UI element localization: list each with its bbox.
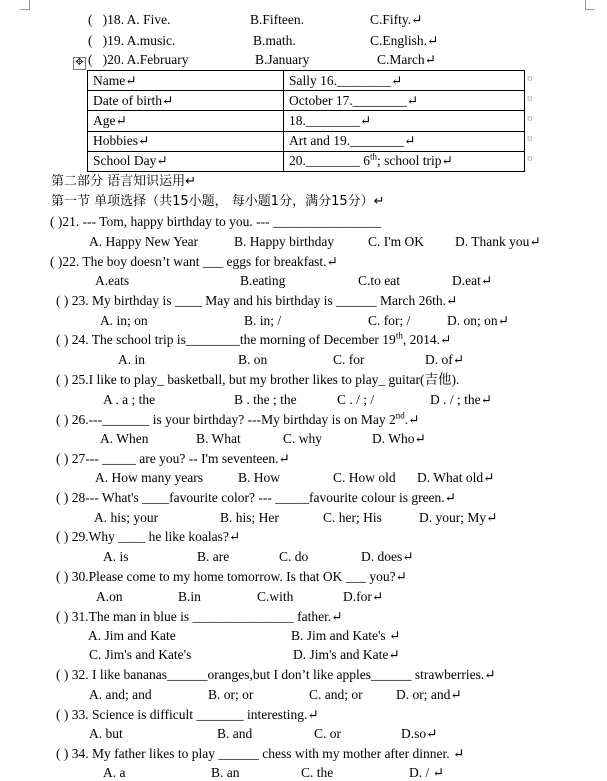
question-33-option-c: C. or xyxy=(314,726,341,741)
question-26-option-c: C. why xyxy=(283,431,323,446)
question-23-option-a: A. in; on xyxy=(100,313,148,328)
question-18: ( )18. A. Five. xyxy=(88,12,171,27)
question-32-stem xyxy=(56,667,496,683)
question-28-option-a: A. his; your xyxy=(94,510,159,525)
question-30-option-c: C.with xyxy=(257,589,294,604)
question-28-option-d: D. your; My↵ xyxy=(419,510,498,525)
question-text-tail: .↵ xyxy=(404,412,420,427)
question-20-option-b: B.January xyxy=(255,52,310,67)
question-34-option-a: A. a xyxy=(103,765,126,780)
question-text: ( ) 32. I like bananas______oranges,but I don’t like apples______ strawberries.↵ xyxy=(56,667,496,682)
table-cell-label[interactable]: Hobbies↵ xyxy=(88,131,284,151)
table-cell-label[interactable]: Age↵ xyxy=(88,111,284,131)
superscript: th xyxy=(370,151,378,162)
question-29-option-c: C. do xyxy=(279,549,309,564)
table-cell-value[interactable]: Sally 16.________↵ xyxy=(284,71,525,91)
table-cell-value[interactable]: October 17.________↵ xyxy=(284,91,525,111)
question-27-stem xyxy=(56,451,290,467)
question-28-stem xyxy=(56,490,456,506)
question-21-stem xyxy=(50,214,381,230)
question-23-option-d: D. on; on↵ xyxy=(447,313,509,328)
question-text: ( ) 34. My father likes to play ______ chess with my mother after dinner. ↵ xyxy=(56,746,465,761)
question-27-option-d: D. What old↵ xyxy=(417,470,495,485)
table-cell-value[interactable] xyxy=(284,151,525,171)
question-19-option-b: B.math. xyxy=(253,33,296,48)
question-29-option-d: D. does↵ xyxy=(361,549,414,564)
question-text: ( ) 33. Science is difficult _______ interesting.↵ xyxy=(56,707,319,722)
question-30-option-a: A.on xyxy=(96,589,123,604)
question-20: ( )20. A.February xyxy=(88,52,189,67)
question-24-option-c: C. for xyxy=(333,352,365,367)
question-23-stem xyxy=(56,293,457,309)
question-25-option-b: B . the ; the xyxy=(234,392,297,407)
question-34-option-b: B. an xyxy=(211,765,240,780)
table-cell-label[interactable]: Date of birth↵ xyxy=(88,91,284,111)
question-21-option-c: C. I'm OK xyxy=(368,234,425,249)
question-28-option-c: C. her; His xyxy=(323,510,382,525)
question-18-option-c: C.Fifty.↵ xyxy=(370,12,423,27)
table-cell-value-tail: ; school trip↵ xyxy=(377,153,453,169)
question-31-option-a: A. Jim and Kate xyxy=(88,628,176,643)
question-24-option-b: B. on xyxy=(238,352,268,367)
question-21-option-b: B. Happy birthday xyxy=(234,234,335,249)
question-34-stem xyxy=(56,746,464,762)
question-19: ( )19. A.music. xyxy=(88,33,176,48)
question-31-stem xyxy=(56,609,343,625)
question-25-option-c: C . / ; / xyxy=(337,392,375,407)
table-cell-value[interactable]: 18.________↵ xyxy=(284,111,525,131)
superscript: nd xyxy=(395,410,405,421)
question-text: ( )21. --- Tom, happy birthday to you. --- ________________ xyxy=(50,214,382,229)
question-30-option-d: D.for↵ xyxy=(343,589,384,604)
row-end-mark: ¤ xyxy=(527,93,533,105)
question-32-option-a: A. and; and xyxy=(89,687,152,702)
question-29-stem xyxy=(56,529,240,545)
question-27-option-b: B. How xyxy=(238,470,281,485)
question-text: ( ) 23. My birthday is ____ May and his birthday is ______ March 26th.↵ xyxy=(56,293,458,308)
table-move-handle-icon[interactable]: ✥ xyxy=(73,57,86,70)
question-26-stem xyxy=(56,412,419,428)
page-corner-mark-right xyxy=(585,0,595,10)
question-33-option-a: A. but xyxy=(89,726,123,741)
question-33-option-d: D.so↵ xyxy=(401,726,438,741)
question-26-option-d: D. Who↵ xyxy=(372,431,426,446)
row-end-mark: ¤ xyxy=(527,153,533,165)
question-25-stem xyxy=(56,372,459,388)
question-text: ( ) 26.---_______ is your birthday? ---My birthday is on May 2 xyxy=(56,412,396,427)
question-30-stem xyxy=(56,569,407,585)
question-24-option-a: A. in xyxy=(118,352,145,367)
table-row xyxy=(88,151,525,171)
question-29-option-a: A. is xyxy=(103,549,129,564)
question-26-option-b: B. What xyxy=(196,431,241,446)
table-row xyxy=(88,131,525,151)
table-cell-value-text: 20.________ 6 xyxy=(289,153,370,169)
table-cell-label[interactable]: Name↵ xyxy=(88,71,284,91)
question-33-stem xyxy=(56,707,319,723)
question-text: ( )22. The boy doesn’t want ___ eggs for breakfast.↵ xyxy=(50,254,338,269)
question-24-stem xyxy=(56,332,451,348)
question-31-option-c: C. Jim's and Kate's xyxy=(89,647,192,662)
question-23-option-b: B. in; / xyxy=(244,313,282,328)
question-26-option-a: A. When xyxy=(100,431,149,446)
question-31-option-b: B. Jim and Kate's ↵ xyxy=(291,628,401,643)
question-text: ( ) 24. The school trip is________the morning of December 19 xyxy=(56,332,396,347)
question-text: ( ) 27--- _____ are you? -- I'm seventeen.↵ xyxy=(56,451,290,466)
table-row xyxy=(88,91,525,111)
question-21-option-d: D. Thank you↵ xyxy=(455,234,541,249)
table-row xyxy=(88,111,525,131)
row-end-mark: ¤ xyxy=(527,73,533,85)
question-22-option-c: C.to eat xyxy=(358,273,400,288)
question-text: ( ) 25.I like to play_ basketball, but my brother likes to play_ guitar(吉他). xyxy=(56,372,460,387)
question-text: ( ) 28--- What's ____favourite color? --- _____favourite colour is green.↵ xyxy=(56,490,456,505)
question-31-option-d: D. Jim's and Kate↵ xyxy=(293,647,400,662)
question-21-option-a: A. Happy New Year xyxy=(89,234,199,249)
row-end-mark: ¤ xyxy=(527,113,533,125)
question-34-option-c: C. the xyxy=(301,765,334,780)
superscript: th xyxy=(395,330,403,341)
question-text: ( ) 29.Why ____ he like koalas?↵ xyxy=(56,529,241,544)
question-22-option-a: A.eats xyxy=(95,273,130,288)
question-text-tail: , 2014.↵ xyxy=(402,332,452,347)
table-cell-label[interactable]: School Day↵ xyxy=(88,151,284,171)
question-33-option-b: B. and xyxy=(217,726,253,741)
question-22-option-d: D.eat↵ xyxy=(452,273,493,288)
question-24-option-d: D. of↵ xyxy=(425,352,465,367)
question-32-option-c: C. and; or xyxy=(309,687,363,702)
info-table xyxy=(87,70,525,172)
page-corner-mark-left xyxy=(20,0,30,10)
question-25-option-d: D . / ; the↵ xyxy=(430,392,492,407)
part-title: 第二部分 语言知识运用↵ xyxy=(51,174,197,189)
question-27-option-a: A. How many years xyxy=(95,470,203,485)
question-20-option-c: C.March↵ xyxy=(377,52,436,67)
question-32-option-d: D. or; and↵ xyxy=(396,687,462,702)
table-row xyxy=(88,71,525,91)
question-32-option-b: B. or; or xyxy=(208,687,254,702)
question-22-option-b: B.eating xyxy=(240,273,286,288)
question-27-option-c: C. How old xyxy=(333,470,396,485)
question-25-option-a: A . a ; the xyxy=(103,392,156,407)
question-29-option-b: B. are xyxy=(197,549,230,564)
section-title: 第一节 单项选择（共15小题， 每小题1分，满分15分）↵ xyxy=(51,194,385,209)
question-23-option-c: C. for; / xyxy=(368,313,411,328)
question-22-stem xyxy=(50,254,338,270)
question-28-option-b: B. his; Her xyxy=(220,510,279,525)
question-18-option-b: B.Fifteen. xyxy=(250,12,304,27)
question-34-option-d: D. / ↵ xyxy=(409,765,444,780)
question-19-option-c: C.English.↵ xyxy=(370,33,439,48)
row-end-mark: ¤ xyxy=(527,133,533,145)
question-text: ( ) 30.Please come to my home tomorrow. Is that OK ___ you?↵ xyxy=(56,569,407,584)
table-cell-value[interactable]: Art and 19.________↵ xyxy=(284,131,525,151)
question-text: ( ) 31.The man in blue is _______________ father.↵ xyxy=(56,609,343,624)
question-30-option-b: B.in xyxy=(178,589,201,604)
